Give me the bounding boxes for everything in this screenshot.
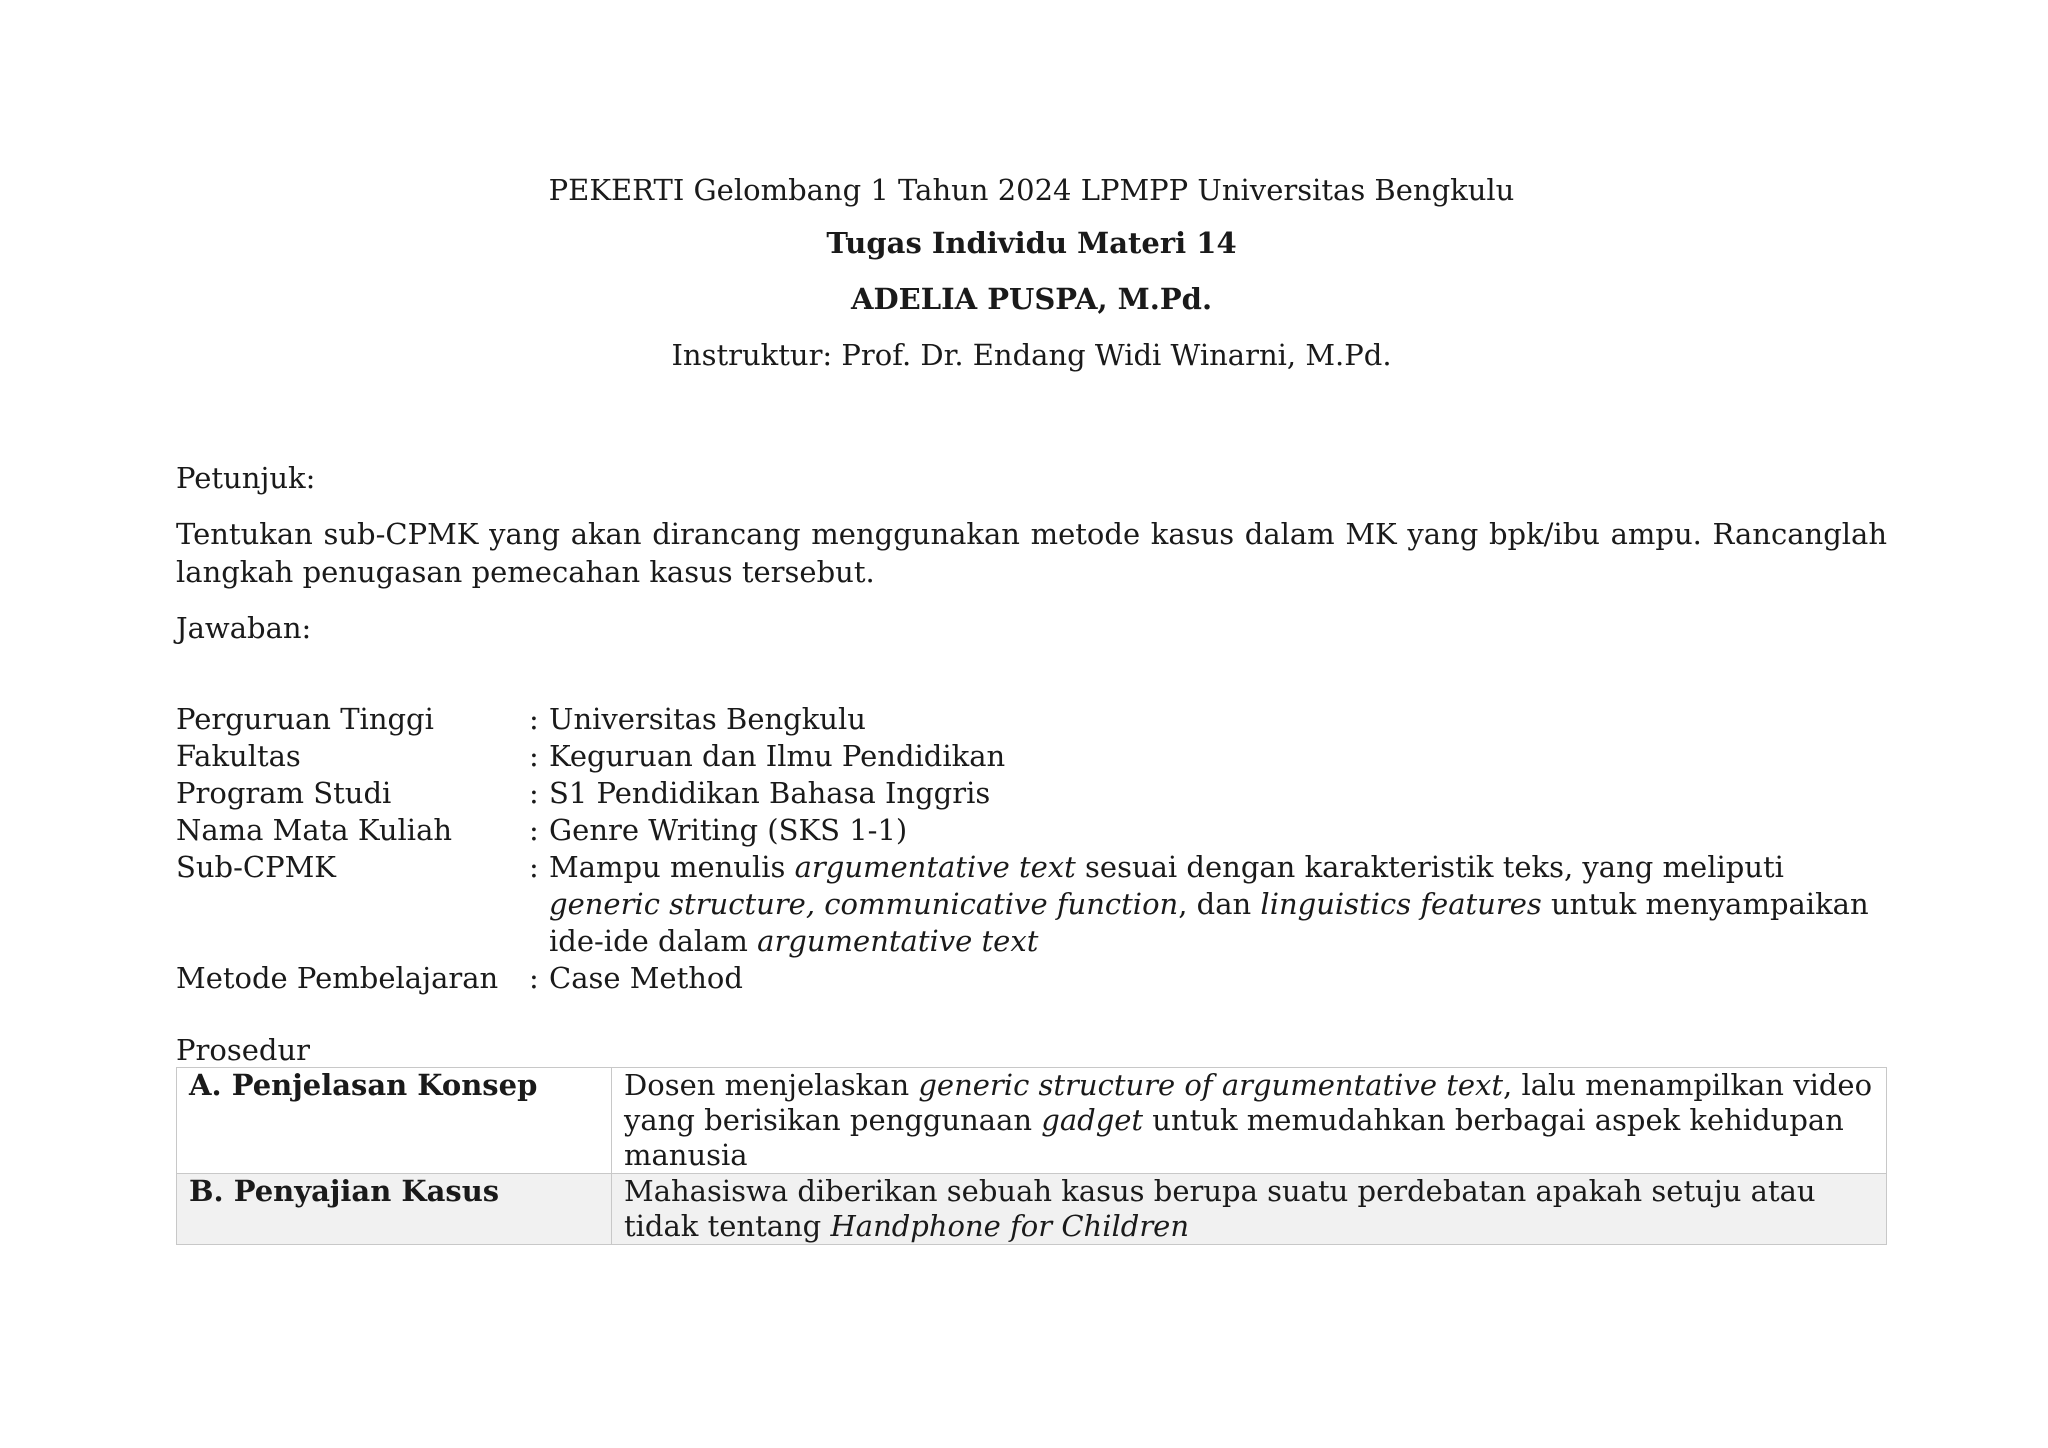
text-run: Mampu menulis	[549, 850, 795, 884]
petunjuk-text: Tentukan sub-CPMK yang akan dirancang menggunakan metode kasus dalam MK yang bpk/ibu ampu. Rancanglah langkah penugasan pemecahan kasus tersebut.	[176, 517, 1887, 589]
info-label: Sub-CPMK	[176, 850, 336, 884]
info-colon: :	[529, 850, 539, 884]
prosedur-label: Prosedur	[176, 1033, 310, 1067]
info-value: Keguruan dan Ilmu Pendidikan	[549, 739, 1006, 773]
course-info-list	[176, 701, 1887, 997]
italic-term: linguistics features	[1260, 887, 1542, 921]
info-label: Fakultas	[176, 739, 301, 773]
instructor-line: Instruktur: Prof. Dr. Endang Widi Winarni, M.Pd.	[671, 338, 1392, 372]
author-name: ADELIA PUSPA, M.Pd.	[850, 282, 1213, 316]
text-run: , dan	[1178, 887, 1261, 921]
description-cell	[612, 1068, 1887, 1174]
info-colon: :	[529, 961, 539, 995]
info-colon: :	[529, 739, 539, 773]
step-cell: B. Penyajian Kasus	[177, 1174, 612, 1245]
italic-term: argumentative text	[757, 924, 1039, 958]
info-value: Universitas Bengkulu	[549, 702, 866, 736]
italic-term: Handphone for Children	[830, 1209, 1190, 1243]
italic-term: generic structure of argumentative text	[918, 1068, 1504, 1102]
info-label: Perguruan Tinggi	[176, 702, 434, 736]
petunjuk-label: Petunjuk:	[176, 461, 316, 495]
text-run: untuk menyampaikan ide-ide dalam	[549, 887, 1869, 958]
prosedur-table	[176, 1067, 1887, 1245]
program-line: PEKERTI Gelombang 1 Tahun 2024 LPMPP Universitas Bengkulu	[548, 173, 1515, 207]
sub-cpmk-value	[549, 849, 1887, 960]
info-colon: :	[529, 813, 539, 847]
info-colon: :	[529, 702, 539, 736]
step-cell: A. Penjelasan Konsep	[177, 1068, 612, 1174]
info-value: S1 Pendidikan Bahasa Inggris	[549, 776, 991, 810]
info-row-sub-cpmk	[176, 849, 1887, 960]
italic-term: generic structure, communicative function	[549, 887, 1179, 921]
document-page	[176, 170, 1887, 1245]
text-run: untuk memudahkan berbagai aspek kehidupan manusia	[624, 1103, 1844, 1172]
description-cell	[612, 1174, 1887, 1245]
info-row-program-studi	[176, 775, 1887, 812]
table-row	[177, 1174, 1887, 1245]
text-run: Dosen menjelaskan	[624, 1068, 919, 1102]
table-row	[177, 1068, 1887, 1174]
info-row-mata-kuliah	[176, 812, 1887, 849]
info-label: Nama Mata Kuliah	[176, 813, 453, 847]
info-value: Case Method	[549, 961, 743, 995]
info-colon: :	[529, 776, 539, 810]
jawaban-label: Jawaban:	[176, 611, 312, 645]
info-value: Genre Writing (SKS 1-1)	[549, 813, 908, 847]
text-run: Mahasiswa diberikan sebuah kasus berupa suatu perdebatan apakah setuju atau tidak tentang	[624, 1174, 1816, 1243]
info-label: Metode Pembelajaran	[176, 961, 499, 995]
info-row-perguruan-tinggi	[176, 701, 1887, 738]
info-row-fakultas	[176, 738, 1887, 775]
info-row-metode	[176, 960, 1887, 997]
text-run: sesuai dengan karakteristik teks, yang meliputi	[1075, 850, 1784, 884]
info-label: Program Studi	[176, 776, 392, 810]
italic-term: gadget	[1041, 1103, 1144, 1137]
assignment-title: Tugas Individu Materi 14	[826, 226, 1237, 260]
text-run: , lalu menampilkan video yang berisikan penggunaan	[624, 1068, 1873, 1137]
italic-term: argumentative text	[794, 850, 1076, 884]
